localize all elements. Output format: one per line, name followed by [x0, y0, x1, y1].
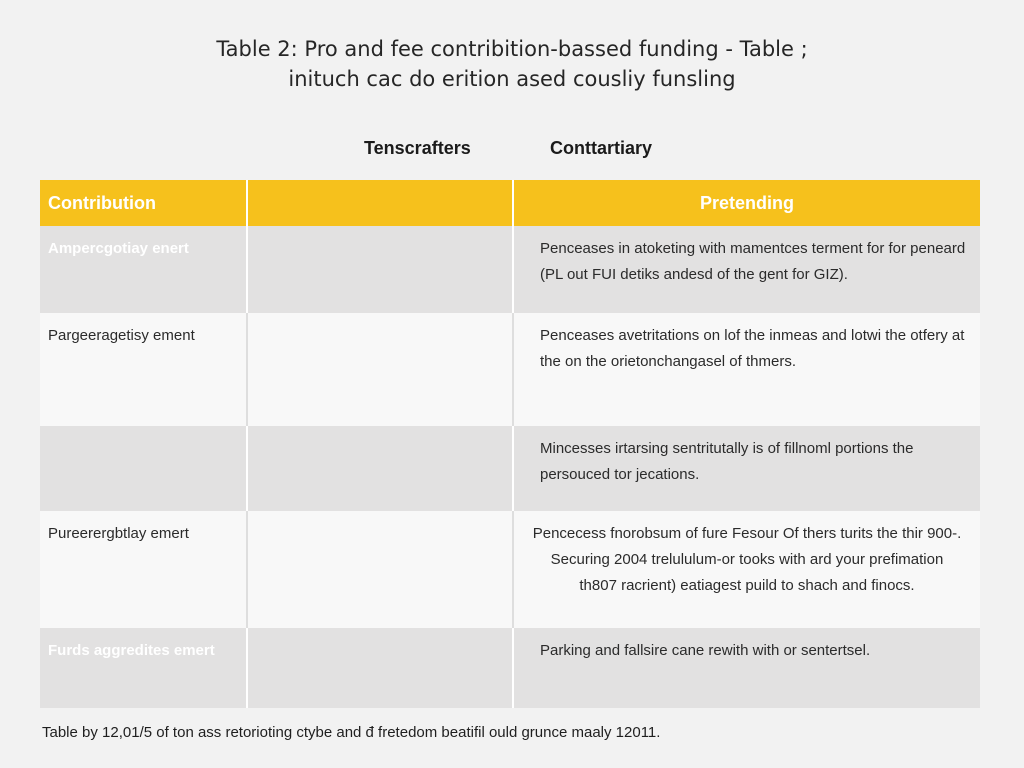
row-description-cell [513, 426, 980, 511]
row-description: Parking and fallsire cane rewith with or sentertsel. [540, 642, 871, 659]
row-description-cell [513, 226, 980, 313]
column-head-right: Conttartiary [550, 138, 653, 158]
row-description-cell [513, 511, 980, 628]
row-label-cell [40, 511, 247, 628]
table-row [40, 313, 980, 426]
row-label [40, 426, 246, 436]
table-row [40, 226, 980, 313]
row-label: Pargeeragetisy ement [48, 327, 195, 344]
header-pretending: Pretending [513, 180, 980, 226]
header-empty [247, 180, 513, 226]
table-row [40, 426, 980, 511]
table-header-row [40, 180, 980, 226]
table-footnote: Table by 12,01/5 of ton ass retorioting ctybe and đ fretedom beatifil ould grunce maaly 12011. [42, 724, 661, 741]
row-description: Pencecess fnorobsum of fure Fesour Of thers turits the thir 900-. Securing 2004 trelululum-or tooks with ard your prefimation th807 racrient) eatiagest puild to shach and finocs. [532, 525, 962, 594]
row-middle-cell [247, 313, 513, 426]
table-caption [0, 34, 1024, 94]
table-caption-line-1: Table 2: Pro and fee contribition-bassed funding - Table ; [216, 37, 808, 61]
row-label-cell [40, 426, 247, 511]
row-description-cell [513, 313, 980, 426]
funding-table [40, 180, 980, 708]
row-middle-cell [247, 426, 513, 511]
row-label-cell [40, 226, 247, 313]
row-middle-cell [247, 511, 513, 628]
header-contribution: Contribution [40, 180, 247, 226]
table-row [40, 628, 980, 708]
row-description: Mincesses irtarsing sentritutally is of fillnoml portions the persouced tor jecations. [540, 440, 914, 483]
row-description-cell [513, 628, 980, 708]
row-label-cell [40, 313, 247, 426]
row-middle-cell [247, 628, 513, 708]
row-description: Penceases in atoketing with mamentces terment for for peneard (PL out FUI detiks andesd of the gent for GIZ). [540, 240, 966, 283]
row-label-cell [40, 628, 247, 708]
row-description: Penceases avetritations on lof the inmeas and lotwi the otfery at the on the orietonchangasel of thmers. [540, 327, 965, 370]
table-caption-line-2: inituch cac do erition ased cousliy funsling [288, 67, 736, 91]
row-label: Pureerergbtlay emert [48, 525, 189, 542]
row-middle-cell [247, 226, 513, 313]
column-heads [0, 138, 1024, 162]
column-head-left: Tenscrafters [364, 138, 471, 158]
row-label: Ampercgotiay enert [48, 240, 189, 257]
table-row [40, 511, 980, 628]
row-label: Furds aggredites emert [48, 642, 215, 659]
